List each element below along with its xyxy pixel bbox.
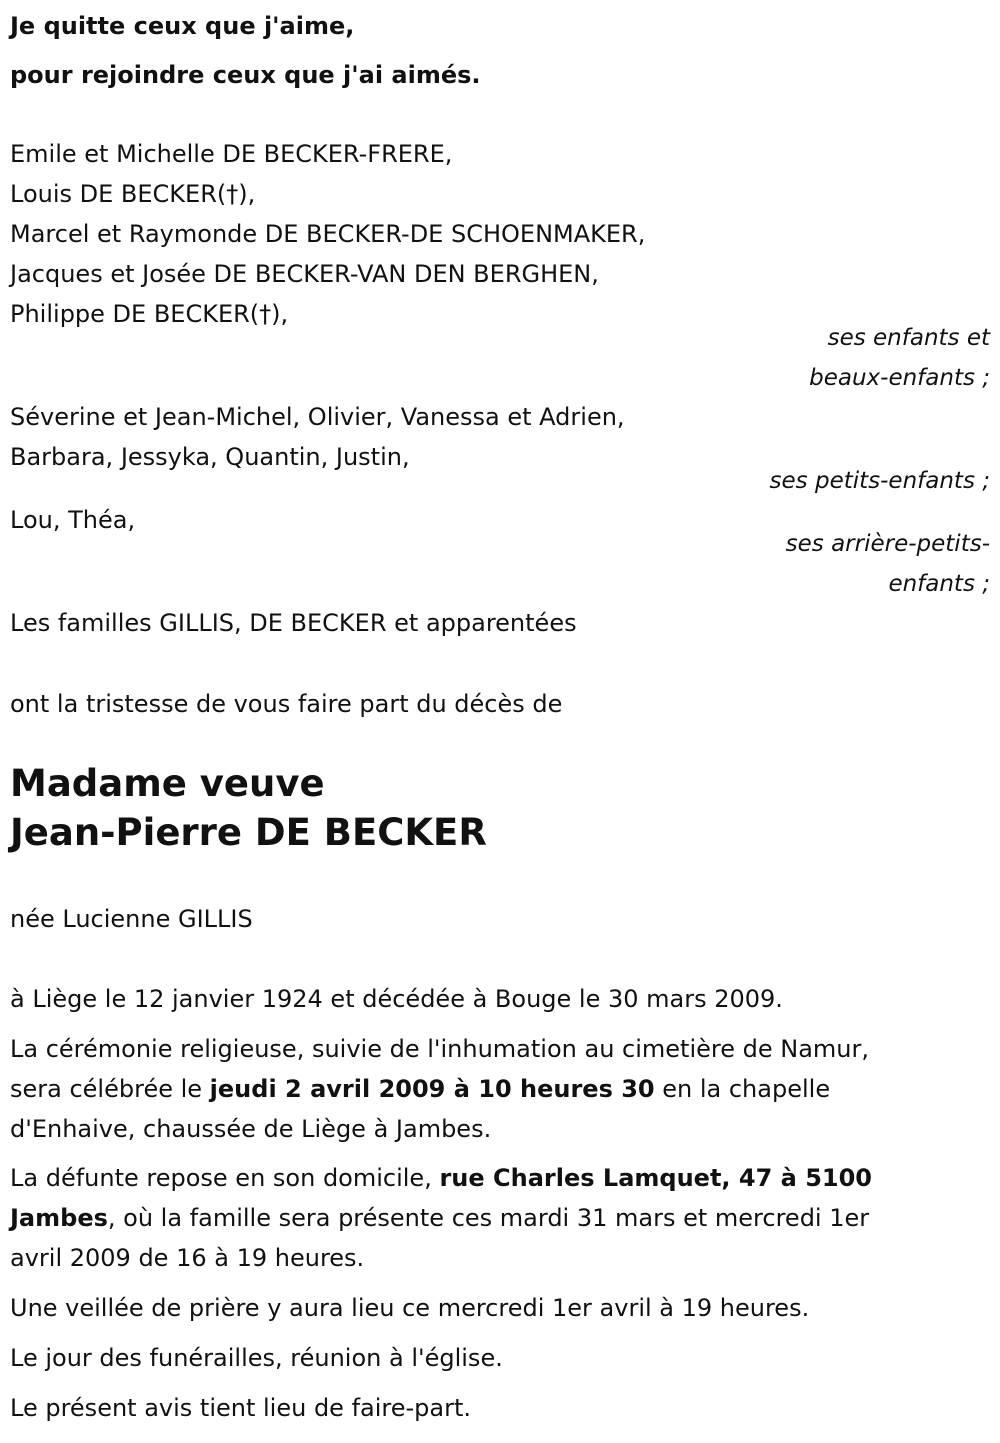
great-grandchildren-role-line-2: enfants ; [888, 571, 990, 597]
grandchildren-role: ses petits-enfants ; [769, 468, 990, 494]
child-name: Louis DE BECKER(†), [10, 180, 256, 208]
families-line: Les familles GILLIS, DE BECKER et apparentées [10, 609, 577, 637]
repose-text: , où la famille sera présente ces mardi 31 mars et mercredi 1er [107, 1204, 870, 1232]
announcement-line: ont la tristesse de vous faire part du décès de [10, 690, 563, 718]
child-name: Jacques et Josée DE BECKER-VAN DEN BERGHEN, [10, 260, 599, 288]
repose-town: Jambes [10, 1204, 108, 1232]
ceremony-line-3: d'Enhaive, chaussée de Liège à Jambes. [10, 1115, 492, 1143]
great-grandchild-names: Lou, Théa, [10, 506, 136, 534]
ceremony-date-time: jeudi 2 avril 2009 à 10 heures 30 [209, 1075, 655, 1103]
repose-line-1 [10, 1158, 872, 1198]
birth-name: née Lucienne GILLIS [10, 905, 253, 933]
grandchild-names: Séverine et Jean-Michel, Olivier, Vanessa et Adrien, [10, 403, 625, 431]
birth-death-line: à Liège le 12 janvier 1924 et décédée à Bouge le 30 mars 2009. [10, 985, 783, 1013]
ceremony-line-2 [10, 1069, 830, 1109]
child-name: Marcel et Raymonde DE BECKER-DE SCHOENMAKER, [10, 220, 646, 248]
children-role-line-2: beaux-enfants ; [809, 365, 990, 391]
grandchild-names: Barbara, Jessyka, Quantin, Justin, [10, 443, 410, 471]
repose-text: La défunte repose en son domicile, [10, 1164, 440, 1192]
deceased-name: Jean-Pierre DE BECKER [10, 811, 487, 854]
repose-line-2 [10, 1198, 869, 1238]
epigraph-line-1: Je quitte ceux que j'aime, [10, 12, 355, 40]
funeral-day-line: Le jour des funérailles, réunion à l'église. [10, 1344, 503, 1372]
child-name: Philippe DE BECKER(†), [10, 300, 289, 328]
vigil-line: Une veillée de prière y aura lieu ce mercredi 1er avril à 19 heures. [10, 1294, 810, 1322]
ceremony-text: sera célébrée le [10, 1075, 210, 1103]
child-name: Emile et Michelle DE BECKER-FRERE, [10, 140, 453, 168]
ceremony-text: en la chapelle [654, 1075, 831, 1103]
deceased-title: Madame veuve [10, 762, 325, 805]
children-role-line-1: ses enfants et [827, 325, 990, 351]
repose-address: rue Charles Lamquet, 47 à 5100 [439, 1164, 872, 1192]
ceremony-line-1: La cérémonie religieuse, suivie de l'inhumation au cimetière de Namur, [10, 1035, 869, 1063]
epigraph-line-2: pour rejoindre ceux que j'ai aimés. [10, 61, 481, 89]
repose-line-3: avril 2009 de 16 à 19 heures. [10, 1244, 365, 1272]
great-grandchildren-role-line-1: ses arrière-petits- [785, 531, 990, 557]
notice-line: Le présent avis tient lieu de faire-part. [10, 1394, 472, 1422]
